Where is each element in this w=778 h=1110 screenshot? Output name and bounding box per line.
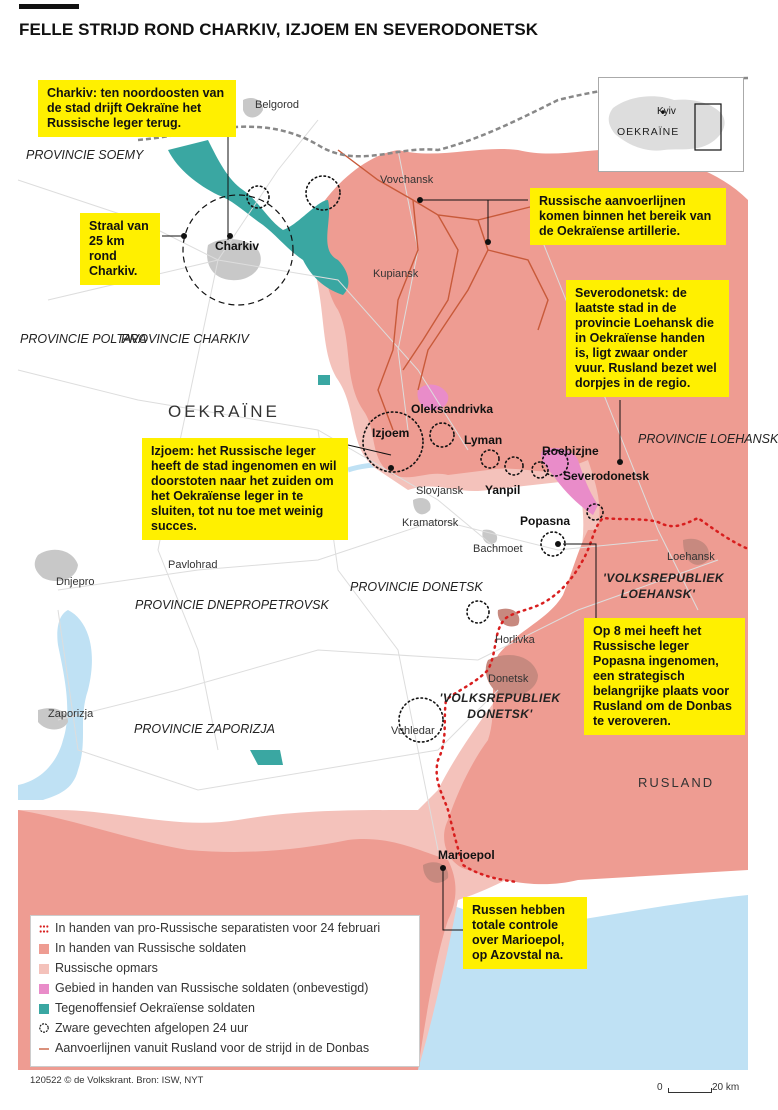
country-label-russia: RUSLAND xyxy=(638,775,715,790)
city-label-popasna: Popasna xyxy=(520,514,571,528)
note-charkiv-radius: Straal van 25 km rond Charkiv. xyxy=(80,213,160,285)
scale-bar xyxy=(657,1082,747,1102)
inset-country-label: OEKRAÏNE xyxy=(617,126,680,138)
city-label-roebizjne: Roebizjne xyxy=(542,444,599,458)
note-severodonetsk: Severodonetsk: de laatste stad in de provincie Loehansk die in Oekraïense handen is, ligt zwaar onder vuur. Rusland bezet wel dorpjes in de regio. xyxy=(566,280,729,397)
city-label-bachmoet: Bachmoet xyxy=(473,543,523,555)
legend-label-unconfirmed: Gebied in handen van Russische soldaten (onbevestigd) xyxy=(55,981,369,995)
city-label-dnipro: Dnjepro xyxy=(56,576,95,588)
city-label-donetsk: Donetsk xyxy=(488,673,529,685)
province-label-soemy: PROVINCIE SOEMY xyxy=(26,148,144,162)
legend-label-counteroffensive: Tegenoffensief Oekraïense soldaten xyxy=(55,1001,255,1015)
city-label-izjoem: Izjoem xyxy=(372,426,410,440)
scale-start-label: 0 xyxy=(657,1082,663,1093)
legend-swatch-supply-lines xyxy=(39,1044,49,1054)
urban-area-kramatorsk xyxy=(413,498,431,514)
counteroffensive-charkiv-north xyxy=(168,140,348,295)
legend-label-russian: In handen van Russische soldaten xyxy=(55,941,247,955)
legend-swatch-russian xyxy=(39,944,49,954)
source-credit: 120522 © de Volkskrant. Bron: ISW, NYT xyxy=(30,1075,204,1086)
inset-capital-label: Kyiv xyxy=(657,106,676,117)
city-label-slovjansk: Slovjansk xyxy=(416,485,464,497)
map-title: FELLE STRIJD ROND CHARKIV, IZJOEM EN SEVERODONETSK xyxy=(19,20,539,39)
counteroffensive-zaporizja xyxy=(250,750,283,765)
province-label-dnepropetrovsk: PROVINCIE DNEPROPETROVSK xyxy=(135,598,329,612)
locator-inset xyxy=(598,77,744,172)
inset-ukraine-shape xyxy=(599,78,743,171)
title-accent-bar xyxy=(19,4,79,9)
scale-bar-line xyxy=(668,1088,712,1093)
city-label-belgorod: Belgorod xyxy=(255,99,300,111)
province-label-donetsk: PROVINCIE DONETSK xyxy=(350,580,483,594)
city-label-kupiansk: Kupiansk xyxy=(373,268,419,280)
legend-swatch-unconfirmed xyxy=(39,984,49,994)
note-popasna: Op 8 mei heeft het Russische leger Popasna ingenomen, een strategisch belangrijke plaats voor Rusland om de Donbas te veroveren. xyxy=(584,618,745,735)
note-charkiv-counteroffensive: Charkiv: ten noordoosten van de stad drijft Oekraïne het Russische leger terug. xyxy=(38,80,236,137)
city-label-vovchansk: Vovchansk xyxy=(380,174,434,186)
city-label-severodonetsk: Severodonetsk xyxy=(563,469,650,483)
counteroffensive-kupiansk-edge xyxy=(318,375,330,385)
city-label-lyman: Lyman xyxy=(464,433,503,447)
legend-label-separatists: In handen van pro-Russische separatisten voor 24 februari xyxy=(55,921,381,935)
legend-swatch-advance xyxy=(39,964,49,974)
city-label-kramatorsk: Kramatorsk xyxy=(402,517,459,529)
scale-end-label: 20 km xyxy=(712,1082,740,1093)
republic-label-loehansk: 'VOLKSREPUBLIEK LOEHANSK' xyxy=(603,571,725,601)
note-marioepol: Russen hebben totale controle over Marioepol, op Azovstal na. xyxy=(463,897,587,969)
republic-label-donetsk: 'VOLKSREPUBLIEK DONETSK' xyxy=(439,691,561,721)
legend-label-heavy-fighting: Zware gevechten afgelopen 24 uur xyxy=(55,1021,249,1035)
city-label-vuhledar: Vuhledar xyxy=(391,725,435,737)
note-supply-lines: Russische aanvoerlijnen komen binnen het bereik van de Oekraïense artillerie. xyxy=(530,188,726,245)
city-label-yanpil: Yanpil xyxy=(485,483,521,497)
city-label-pavlohrad: Pavlohrad xyxy=(168,559,218,571)
city-label-horlivka: Horlivka xyxy=(495,634,535,646)
legend-swatch-heavy-fighting xyxy=(39,1023,49,1033)
legend-label-advance: Russische opmars xyxy=(55,961,158,975)
city-label-loehansk: Loehansk xyxy=(667,551,715,563)
city-label-oleksandrivka: Oleksandrivka xyxy=(411,402,494,416)
map-legend xyxy=(30,915,420,1067)
country-label-ukraine: OEKRAÏNE xyxy=(168,402,280,421)
legend-swatch-counteroffensive xyxy=(39,1004,49,1014)
province-label-charkiv: PROVINCIE CHARKIV xyxy=(121,332,249,346)
city-label-marioepol: Marioepol xyxy=(438,848,495,862)
province-label-loehansk: PROVINCIE LOEHANSK xyxy=(638,432,778,446)
note-izjoem: Izjoem: het Russische leger heeft de stad ingenomen en wil doorstoten naar het zuiden om het Oekraïense leger in te sluiten, tot nu toe met weinig succes. xyxy=(142,438,348,540)
legend-label-supply-lines: Aanvoerlijnen vanuit Rusland voor de strijd in de Donbas xyxy=(55,1041,370,1055)
city-label-charkiv: Charkiv xyxy=(215,239,260,253)
province-label-poltava: PROVINCIE POLTAVA xyxy=(20,332,147,346)
legend-swatch-separatists xyxy=(39,924,49,934)
province-label-zaporizja: PROVINCIE ZAPORIZJA xyxy=(134,722,275,736)
dnipro-river xyxy=(18,610,92,800)
city-label-zaporizja: Zaporizja xyxy=(48,708,94,720)
